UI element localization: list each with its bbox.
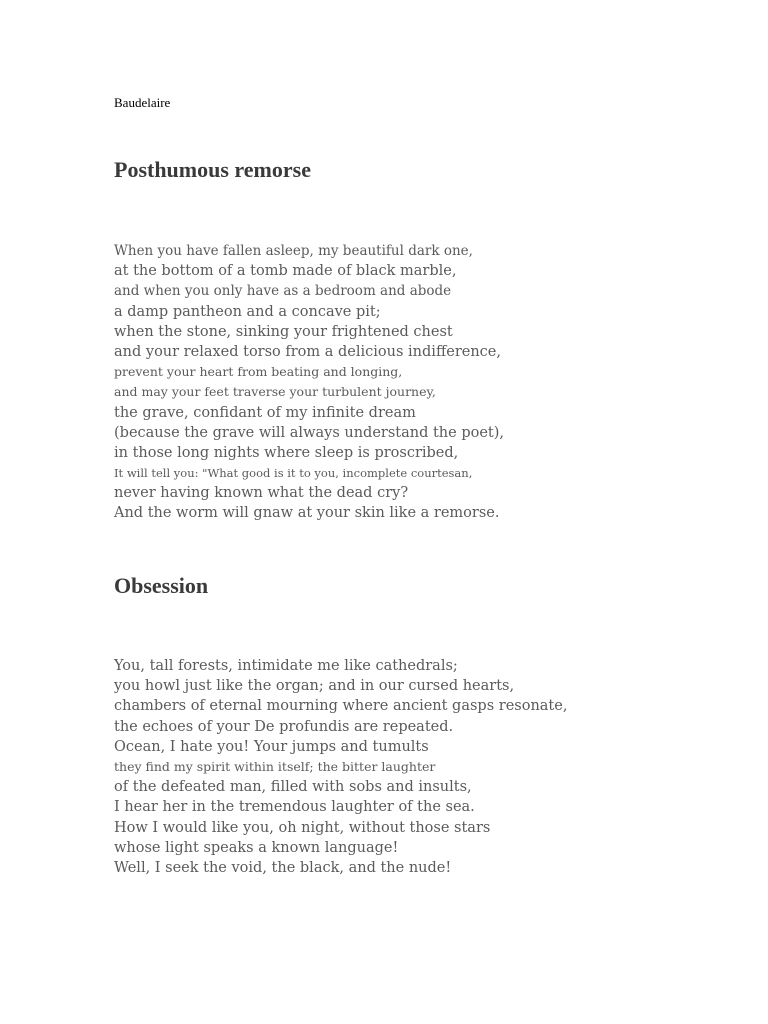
poem-line: never having known what the dead cry? <box>114 485 409 502</box>
poem-line: When you have fallen asleep, my beautiful dark one, <box>114 243 473 259</box>
poem-body <box>114 241 504 524</box>
poem-line: prevent your heart from beating and longing, <box>114 364 403 380</box>
poem-line: whose light speaks a known language! <box>114 839 399 856</box>
poem-line: You, tall forests, intimidate me like cathedrals; <box>114 658 458 674</box>
poem-title: Posthumous remorse <box>114 157 311 182</box>
author-name: Baudelaire <box>114 95 171 110</box>
poem-line: It will tell you: "What good is it to you, incomplete courtesan, <box>114 466 473 481</box>
poem-line: you howl just like the organ; and in our cursed hearts, <box>114 678 515 695</box>
poem-line: (because the grave will always understand the poet), <box>114 424 505 441</box>
poem-line: at the bottom of a tomb made of black marble, <box>114 263 457 280</box>
poem-line: I hear her in the tremendous laughter of the sea. <box>114 799 475 816</box>
poem-title: Obsession <box>114 573 209 598</box>
poem-line: chambers of eternal mourning where ancient gasps resonate, <box>114 698 568 715</box>
poem-line: the echoes of your De profundis are repeated. <box>114 718 454 735</box>
poem-line: And the worm will gnaw at your skin like a remorse. <box>114 505 500 522</box>
poem-body <box>114 656 567 878</box>
poem-line: Ocean, I hate you! Your jumps and tumults <box>114 738 429 755</box>
poem-line: a damp pantheon and a concave pit; <box>114 303 381 320</box>
poem-line: when the stone, sinking your frightened chest <box>114 323 453 340</box>
poem-line: and may your feet traverse your turbulent journey, <box>114 384 436 400</box>
poem-line: the grave, confidant of my infinite dream <box>114 404 416 421</box>
poem-line: Well, I seek the void, the black, and the nude! <box>114 859 452 876</box>
poem-line: and when you only have as a bedroom and abode <box>114 283 452 300</box>
poem-line: and your relaxed torso from a delicious indifference, <box>114 343 501 360</box>
poem-line: of the defeated man, filled with sobs and insults, <box>114 779 472 796</box>
poem-line: they find my spirit within itself; the bitter laughter <box>114 758 436 774</box>
poem-line: in those long nights where sleep is proscribed, <box>114 444 459 461</box>
poem-line: How I would like you, oh night, without those stars <box>114 819 491 836</box>
